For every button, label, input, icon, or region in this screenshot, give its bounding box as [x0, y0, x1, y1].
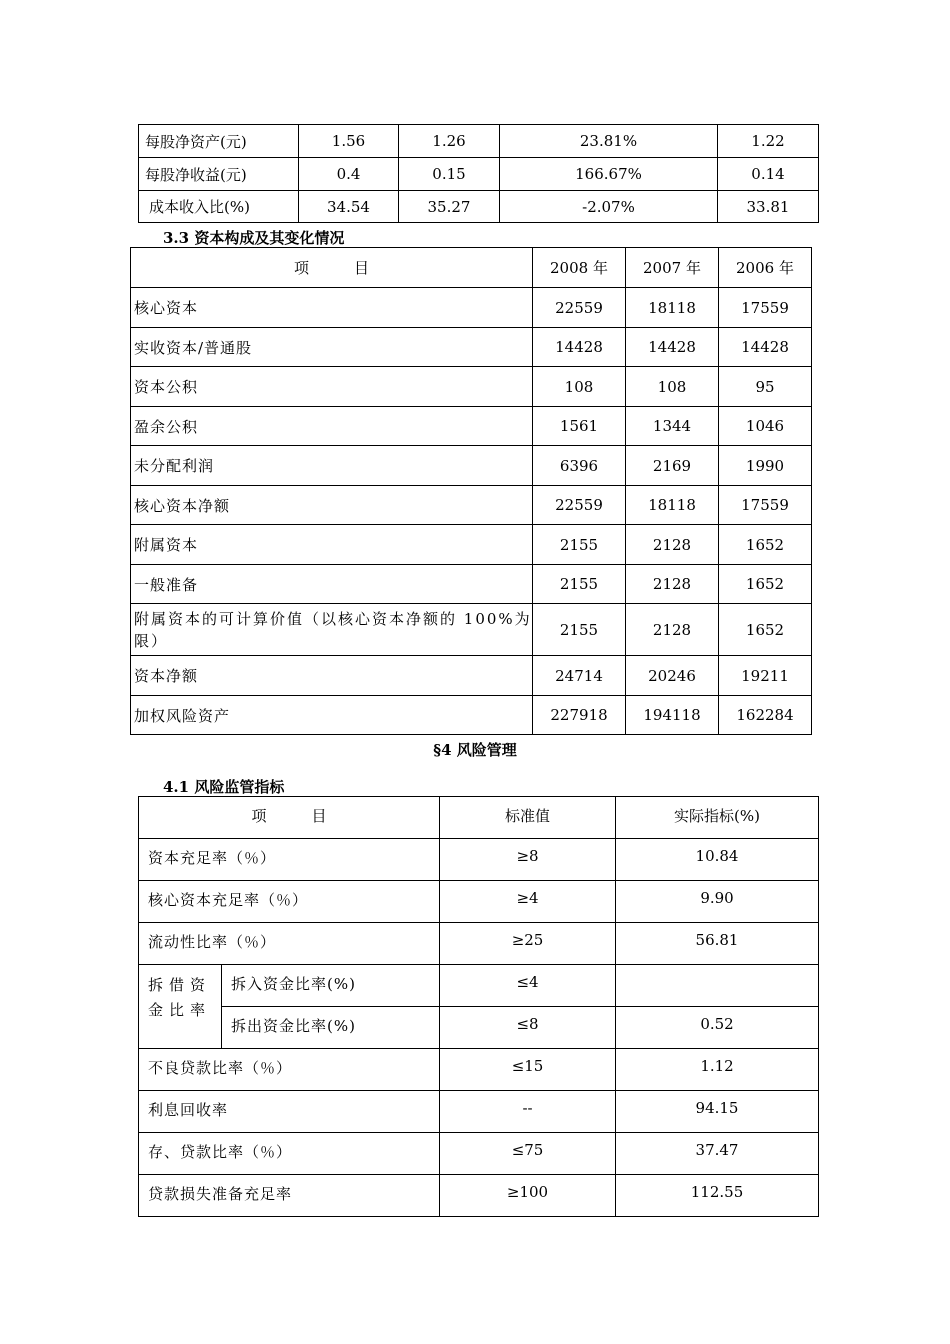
row-label: 核心资本充足率（％）	[139, 881, 440, 923]
value-cell: 108	[533, 367, 626, 407]
table-row	[139, 1049, 819, 1091]
value-cell: 35.27	[399, 191, 500, 223]
value-cell: -2.07%	[500, 191, 718, 223]
row-label: 成本收入比(%)	[139, 191, 299, 223]
section-heading-3-3: 3.3 资本构成及其变化情况	[163, 229, 345, 247]
table-row	[131, 367, 812, 407]
table-row	[139, 881, 819, 923]
value-cell: 1652	[719, 565, 812, 604]
value-cell: 1.26	[399, 125, 500, 158]
value-cell: 1046	[719, 407, 812, 446]
row-label: 未分配利润	[131, 446, 533, 486]
value-cell: 1652	[719, 525, 812, 565]
table-row	[131, 604, 812, 656]
actual-cell: 1.12	[616, 1049, 819, 1091]
value-cell: 18118	[626, 486, 719, 525]
section-heading-4-1: 4.1 风险监管指标	[163, 778, 285, 796]
row-label: 资本充足率（％）	[139, 839, 440, 881]
value-cell: 0.14	[718, 158, 819, 191]
column-header: 项 目	[139, 797, 440, 839]
table-row	[131, 328, 812, 367]
risk-indicators-table	[138, 796, 819, 1217]
column-header: 2007 年	[626, 248, 719, 288]
row-label: 实收资本/普通股	[131, 328, 533, 367]
actual-cell: 112.55	[616, 1175, 819, 1217]
per-share-table	[138, 124, 819, 223]
column-header: 项 目	[131, 248, 533, 288]
table-row	[139, 965, 819, 1007]
table-row	[131, 288, 812, 328]
row-label: 加权风险资产	[131, 696, 533, 735]
standard-cell: ≤15	[440, 1049, 616, 1091]
row-label: 每股净收益(元)	[139, 158, 299, 191]
section-title-4: §4 风险管理	[433, 741, 517, 759]
row-label: 每股净资产(元)	[139, 125, 299, 158]
row-label: 存、贷款比率（％）	[139, 1133, 440, 1175]
column-header: 2008 年	[533, 248, 626, 288]
standard-cell: --	[440, 1091, 616, 1133]
value-cell: 1.22	[718, 125, 819, 158]
value-cell: 1.56	[299, 125, 399, 158]
value-cell: 22559	[533, 486, 626, 525]
row-label: 一般准备	[131, 565, 533, 604]
actual-cell: 56.81	[616, 923, 819, 965]
row-label: 利息回收率	[139, 1091, 440, 1133]
value-cell: 108	[626, 367, 719, 407]
value-cell: 24714	[533, 656, 626, 696]
standard-cell: ≥100	[440, 1175, 616, 1217]
value-cell: 2155	[533, 525, 626, 565]
value-cell: 166.67%	[500, 158, 718, 191]
table-row	[131, 696, 812, 735]
value-cell: 6396	[533, 446, 626, 486]
table-row	[139, 839, 819, 881]
actual-cell: 37.47	[616, 1133, 819, 1175]
row-label: 资本公积	[131, 367, 533, 407]
table-row	[131, 486, 812, 525]
value-cell: 2155	[533, 565, 626, 604]
table-row	[139, 1175, 819, 1217]
table-row	[131, 446, 812, 486]
standard-cell: ≥8	[440, 839, 616, 881]
value-cell: 17559	[719, 486, 812, 525]
row-label: 流动性比率（％）	[139, 923, 440, 965]
row-label: 附属资本	[131, 525, 533, 565]
row-label: 资本净额	[131, 656, 533, 696]
value-cell: 2128	[626, 565, 719, 604]
row-label: 不良贷款比率（％）	[139, 1049, 440, 1091]
value-cell: 20246	[626, 656, 719, 696]
actual-cell: 0.52	[616, 1007, 819, 1049]
value-cell: 2128	[626, 604, 719, 656]
value-cell: 14428	[626, 328, 719, 367]
row-label: 核心资本净额	[131, 486, 533, 525]
value-cell: 95	[719, 367, 812, 407]
value-cell: 33.81	[718, 191, 819, 223]
value-cell: 19211	[719, 656, 812, 696]
value-cell: 2155	[533, 604, 626, 656]
actual-cell	[616, 965, 819, 1007]
table-header-row	[139, 797, 819, 839]
actual-cell: 9.90	[616, 881, 819, 923]
value-cell: 2169	[626, 446, 719, 486]
table-row	[139, 1091, 819, 1133]
value-cell: 14428	[719, 328, 812, 367]
value-cell: 34.54	[299, 191, 399, 223]
row-label: 核心资本	[131, 288, 533, 328]
table-row	[139, 158, 819, 191]
value-cell: 194118	[626, 696, 719, 735]
table-row	[131, 407, 812, 446]
value-cell: 23.81%	[500, 125, 718, 158]
lending-group-label: 拆借资金比率	[139, 965, 222, 1049]
row-label: 拆入资金比率(%)	[222, 965, 440, 1007]
value-cell: 1652	[719, 604, 812, 656]
capital-structure-table	[130, 247, 812, 735]
actual-cell: 94.15	[616, 1091, 819, 1133]
value-cell: 2128	[626, 525, 719, 565]
value-cell: 227918	[533, 696, 626, 735]
standard-cell: ≥25	[440, 923, 616, 965]
standard-cell: ≤75	[440, 1133, 616, 1175]
table-row	[131, 565, 812, 604]
value-cell: 162284	[719, 696, 812, 735]
value-cell: 17559	[719, 288, 812, 328]
value-cell: 14428	[533, 328, 626, 367]
value-cell: 18118	[626, 288, 719, 328]
value-cell: 22559	[533, 288, 626, 328]
row-label: 盈余公积	[131, 407, 533, 446]
standard-cell: ≤4	[440, 965, 616, 1007]
row-label: 贷款损失准备充足率	[139, 1175, 440, 1217]
table-row	[139, 125, 819, 158]
actual-cell: 10.84	[616, 839, 819, 881]
column-header: 2006 年	[719, 248, 812, 288]
standard-cell: ≥4	[440, 881, 616, 923]
row-label: 拆出资金比率(%)	[222, 1007, 440, 1049]
table-row	[139, 923, 819, 965]
value-cell: 0.4	[299, 158, 399, 191]
table-row	[139, 1133, 819, 1175]
column-header: 实际指标(%)	[616, 797, 819, 839]
table-row	[131, 656, 812, 696]
table-row	[139, 191, 819, 223]
row-label: 附属资本的可计算价值（以核心资本净额的 100%为限）	[131, 604, 533, 656]
table-header-row	[131, 248, 812, 288]
column-header: 标准值	[440, 797, 616, 839]
value-cell: 1344	[626, 407, 719, 446]
table-row	[131, 525, 812, 565]
standard-cell: ≤8	[440, 1007, 616, 1049]
value-cell: 1990	[719, 446, 812, 486]
table-row	[139, 1007, 819, 1049]
value-cell: 0.15	[399, 158, 500, 191]
value-cell: 1561	[533, 407, 626, 446]
